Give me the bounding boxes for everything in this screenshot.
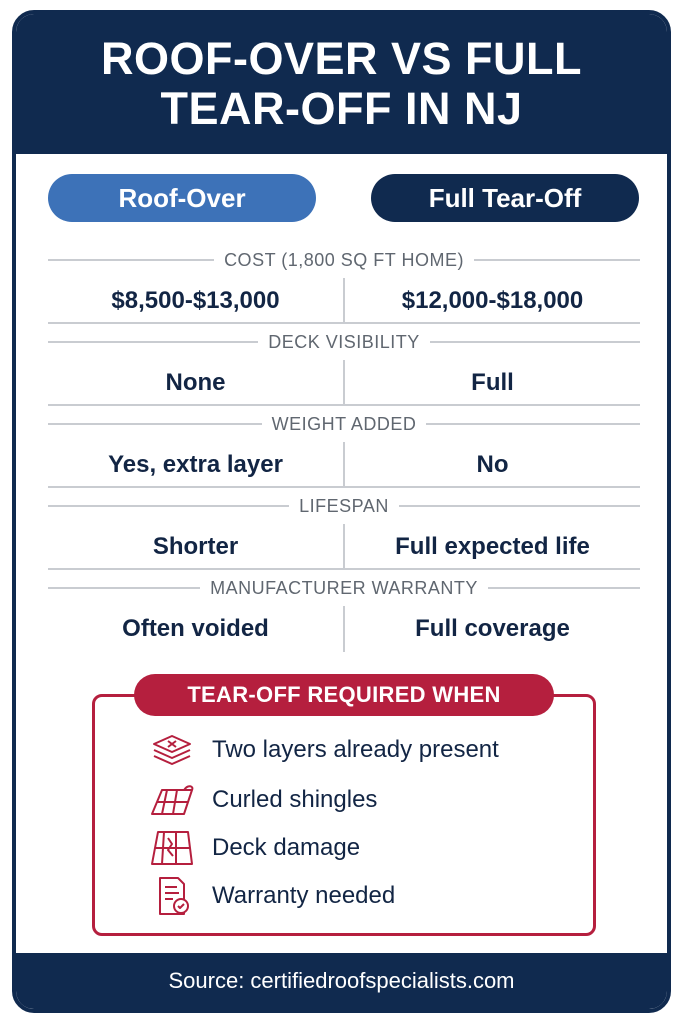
infographic-card <box>12 10 671 1013</box>
deck-visibility-section-label: DECK VISIBILITY <box>48 332 640 352</box>
roof-over-column-heading: Roof-Over <box>48 174 316 222</box>
weight-added-row <box>48 438 640 492</box>
requirement-label: Warranty needed <box>212 882 396 909</box>
requirement-label: Deck damage <box>212 834 361 861</box>
deck-visibility-roof-over-value: None <box>165 369 226 396</box>
requirement-item <box>146 826 360 870</box>
cost-row <box>48 274 640 328</box>
row-separator <box>48 568 640 570</box>
cost-roof-over-value: $8,500-$13,000 <box>111 287 280 314</box>
weight-added-tear-off-value: No <box>476 451 509 478</box>
warranty-document-icon <box>146 874 198 918</box>
deck-visibility-tear-off-value: Full <box>471 369 514 396</box>
warranty-section-label: MANUFACTURER WARRANTY <box>48 578 640 598</box>
lifespan-row <box>48 520 640 574</box>
requirement-item <box>146 778 377 822</box>
warranty-row <box>48 602 640 656</box>
damaged-deck-icon <box>146 826 198 870</box>
warranty-roof-over-value: Often voided <box>122 615 269 642</box>
stacked-layers-icon <box>146 728 198 772</box>
cost-section-label: COST (1,800 SQ FT HOME) <box>48 250 640 270</box>
header-banner <box>16 14 667 154</box>
curled-shingles-icon <box>146 778 198 822</box>
warranty-tear-off-value: Full coverage <box>415 615 570 642</box>
row-separator <box>48 322 640 324</box>
page-title: ROOF-OVER VS FULL TEAR-OFF IN NJ <box>101 33 582 134</box>
full-tear-off-column-heading: Full Tear-Off <box>371 174 639 222</box>
cost-tear-off-value: $12,000-$18,000 <box>401 287 584 314</box>
requirement-label: Curled shingles <box>212 786 378 813</box>
source-footer: Source: certifiedroofspecialists.com <box>16 953 667 1009</box>
requirement-label: Two layers already present <box>212 736 499 763</box>
requirement-item <box>146 874 395 918</box>
tear-off-required-heading: TEAR-OFF REQUIRED WHEN <box>134 674 554 716</box>
deck-visibility-row <box>48 356 640 410</box>
lifespan-tear-off-value: Full expected life <box>395 533 590 560</box>
lifespan-roof-over-value: Shorter <box>152 533 239 560</box>
requirement-item <box>146 728 499 772</box>
weight-added-section-label: WEIGHT ADDED <box>48 414 640 434</box>
row-separator <box>48 486 640 488</box>
weight-added-roof-over-value: Yes, extra layer <box>108 451 283 478</box>
lifespan-section-label: LIFESPAN <box>48 496 640 516</box>
row-separator <box>48 404 640 406</box>
